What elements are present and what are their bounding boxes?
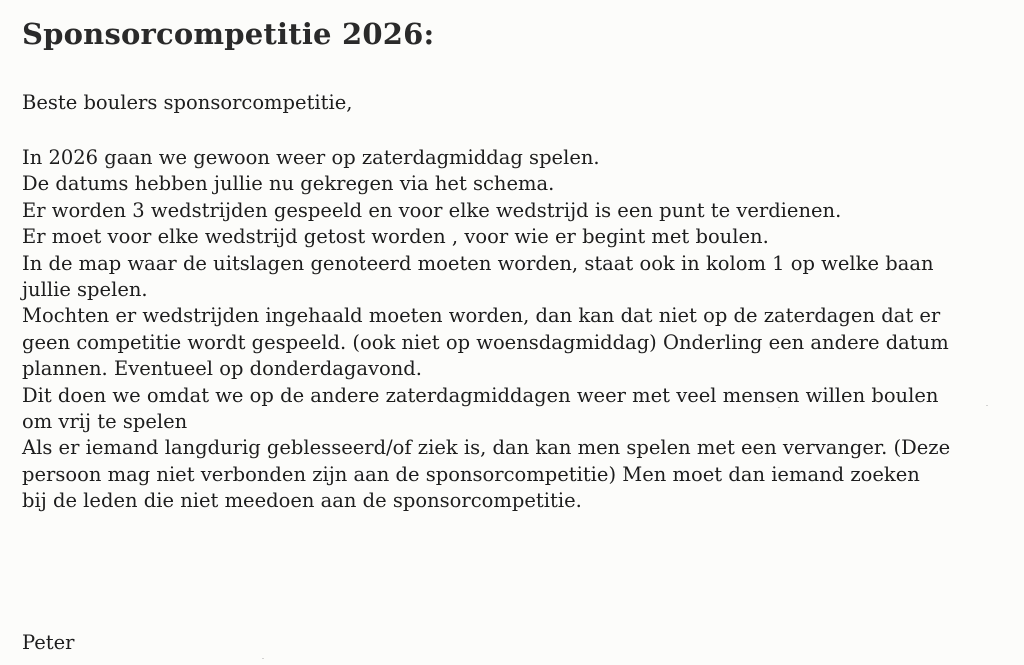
scan-speck <box>986 405 988 406</box>
body-line: om vrij te spelen <box>22 410 188 434</box>
scan-speck <box>778 407 780 408</box>
body-line: geen competitie wordt gespeeld. (ook niet op woensdagmiddag) Onderling een andere datum <box>22 330 949 354</box>
letter-body <box>22 145 1012 515</box>
body-line: plannen. Eventueel op donderdagavond. <box>22 357 422 381</box>
body-line: Mochten er wedstrijden ingehaald moeten worden, dan kan dat niet op de zaterdagen dat er <box>22 304 941 328</box>
body-line: Dit doen we omdat we op de andere zaterdagmiddagen weer met veel mensen willen boulen <box>22 383 939 407</box>
body-line: bij de leden die niet meedoen aan de sponsorcompetitie. <box>22 489 582 513</box>
body-line: In de map waar de uitslagen genoteerd moeten worden, staat ook in kolom 1 op welke baan <box>22 251 934 275</box>
document-title: Sponsorcompetitie 2026: <box>22 17 435 51</box>
body-line: jullie spelen. <box>22 278 148 302</box>
body-line: persoon mag niet verbonden zijn aan de sponsorcompetitie) Men moet dan iemand zoeken <box>22 462 920 486</box>
body-line: In 2026 gaan we gewoon weer op zaterdagmiddag spelen. <box>22 146 600 169</box>
greeting: Beste boulers sponsorcompetitie, <box>22 91 353 114</box>
body-line: Als er iemand langdurig geblesseerd/of ziek is, dan kan men spelen met een vervanger. (Deze <box>22 436 951 460</box>
body-line: Er moet voor elke wedstrijd getost worden , voor wie er begint met boulen. <box>22 225 769 249</box>
body-line: De datums hebben jullie nu gekregen via het schema. <box>22 172 555 196</box>
scan-speck <box>262 658 264 659</box>
body-line: Er worden 3 wedstrijden gespeeld en voor elke wedstrijd is een punt te verdienen. <box>22 198 842 222</box>
signature: Peter <box>22 631 75 654</box>
